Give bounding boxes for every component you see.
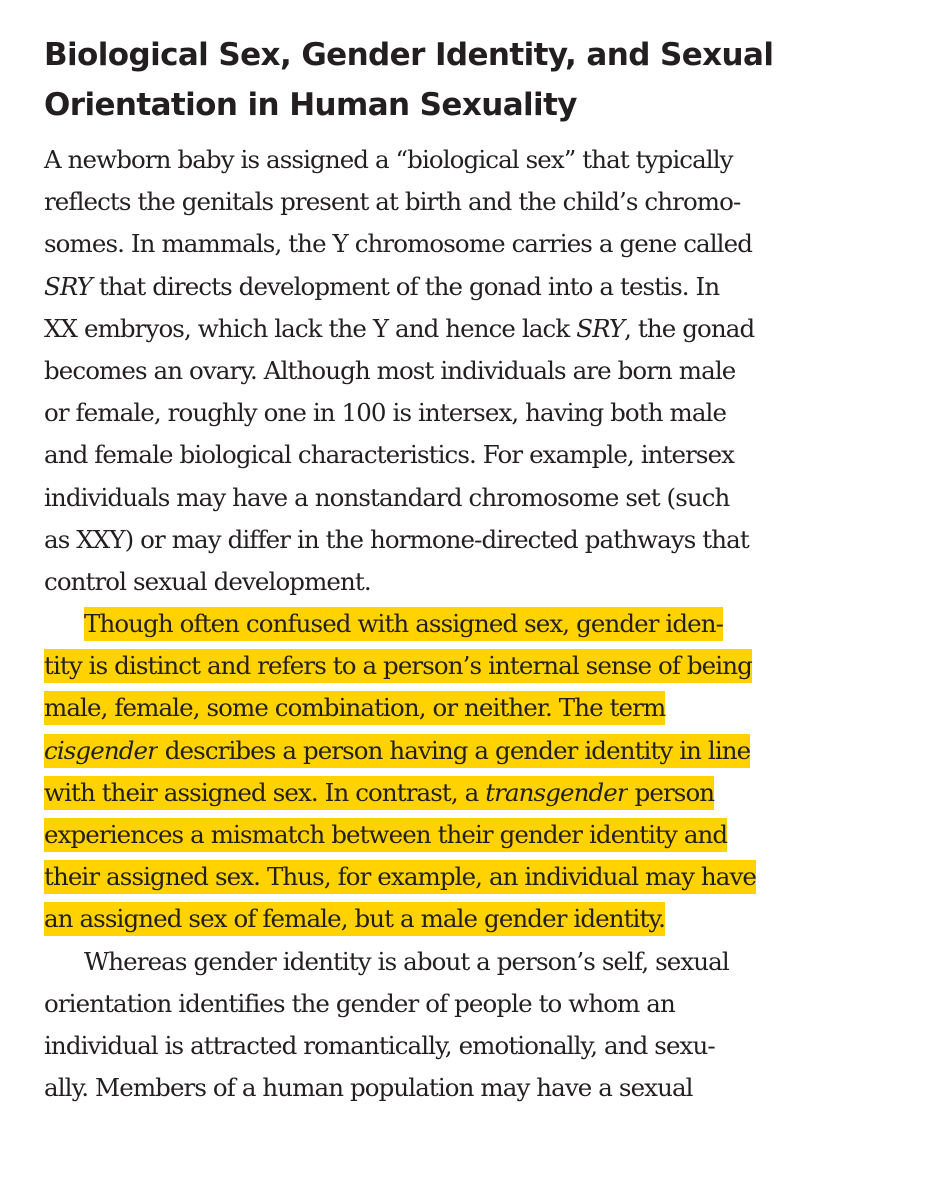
text-line: control sexual development. [44,566,371,596]
heading-line-2: Orientation in Human Sexuality [44,87,577,123]
text-line: orientation identifies the gender of people to whom an [44,988,675,1018]
text-fragment: that directs development of the gonad into a testis. In [91,271,720,301]
highlighted-text: an assigned sex of female, but a male gender identity. [44,902,665,936]
text-line: individual is attracted romantically, emotionally, and sexu- [44,1030,715,1060]
italic-term-cisgender: cisgender [44,734,158,768]
highlighted-text: describes a person having a gender identity in line [158,734,750,768]
text-line [44,898,904,940]
text-line: and female biological characteristics. For example, intersex [44,440,735,470]
italic-term-sry: SRY [576,313,625,343]
text-line [44,645,904,687]
text-line: somes. In mammals, the Y chromosome carries a gene called [44,229,752,259]
text-line: reflects the genitals present at birth and the child’s chromo- [44,187,741,217]
heading-line-1: Biological Sex, Gender Identity, and Sexual [44,37,774,73]
text-line: A newborn baby is assigned a “biological sex” that typically [44,145,733,174]
text-line: ally. Members of a human population may have a sexual [44,1073,693,1103]
italic-term-sry: SRY [44,271,92,301]
highlighted-text: with their assigned sex. In contrast, a [44,776,485,810]
text-line [44,856,904,898]
paragraph-biological-sex [44,139,904,603]
text-fragment: , the gonad [624,313,755,343]
text-line: Whereas gender identity is about a person’s self, sexual [84,946,729,976]
text-line: or female, roughly one in 100 is intersex, having both male [44,398,727,428]
text-line: becomes an ovary. Although most individuals are born male [44,355,736,385]
text-line [44,730,904,772]
text-line [44,814,904,856]
body-text [44,139,904,1109]
text-line [44,687,904,729]
text-line [44,308,904,350]
text-line [44,772,904,814]
paragraph-gender-identity-highlighted [44,603,904,941]
text-line [44,266,904,308]
highlighted-text: person [628,776,714,810]
text-line [44,603,904,645]
highlighted-text: Though often confused with assigned sex, gender iden- [84,607,723,641]
highlighted-text: their assigned sex. Thus, for example, an individual may have [44,860,756,894]
section-heading [44,30,904,130]
text-line: individuals may have a nonstandard chromosome set (such [44,482,730,512]
paragraph-sexual-orientation [44,941,904,1110]
highlighted-text: experiences a mismatch between their gender identity and [44,818,727,852]
highlighted-text: male, female, some combination, or neither. The term [44,691,665,725]
italic-term-transgender: transgender [485,776,627,810]
text-fragment: XX embryos, which lack the Y and hence lack [44,313,577,343]
highlighted-text: tity is distinct and refers to a person’s internal sense of being [44,649,752,683]
text-line: as XXY) or may differ in the hormone-directed pathways that [44,524,749,554]
